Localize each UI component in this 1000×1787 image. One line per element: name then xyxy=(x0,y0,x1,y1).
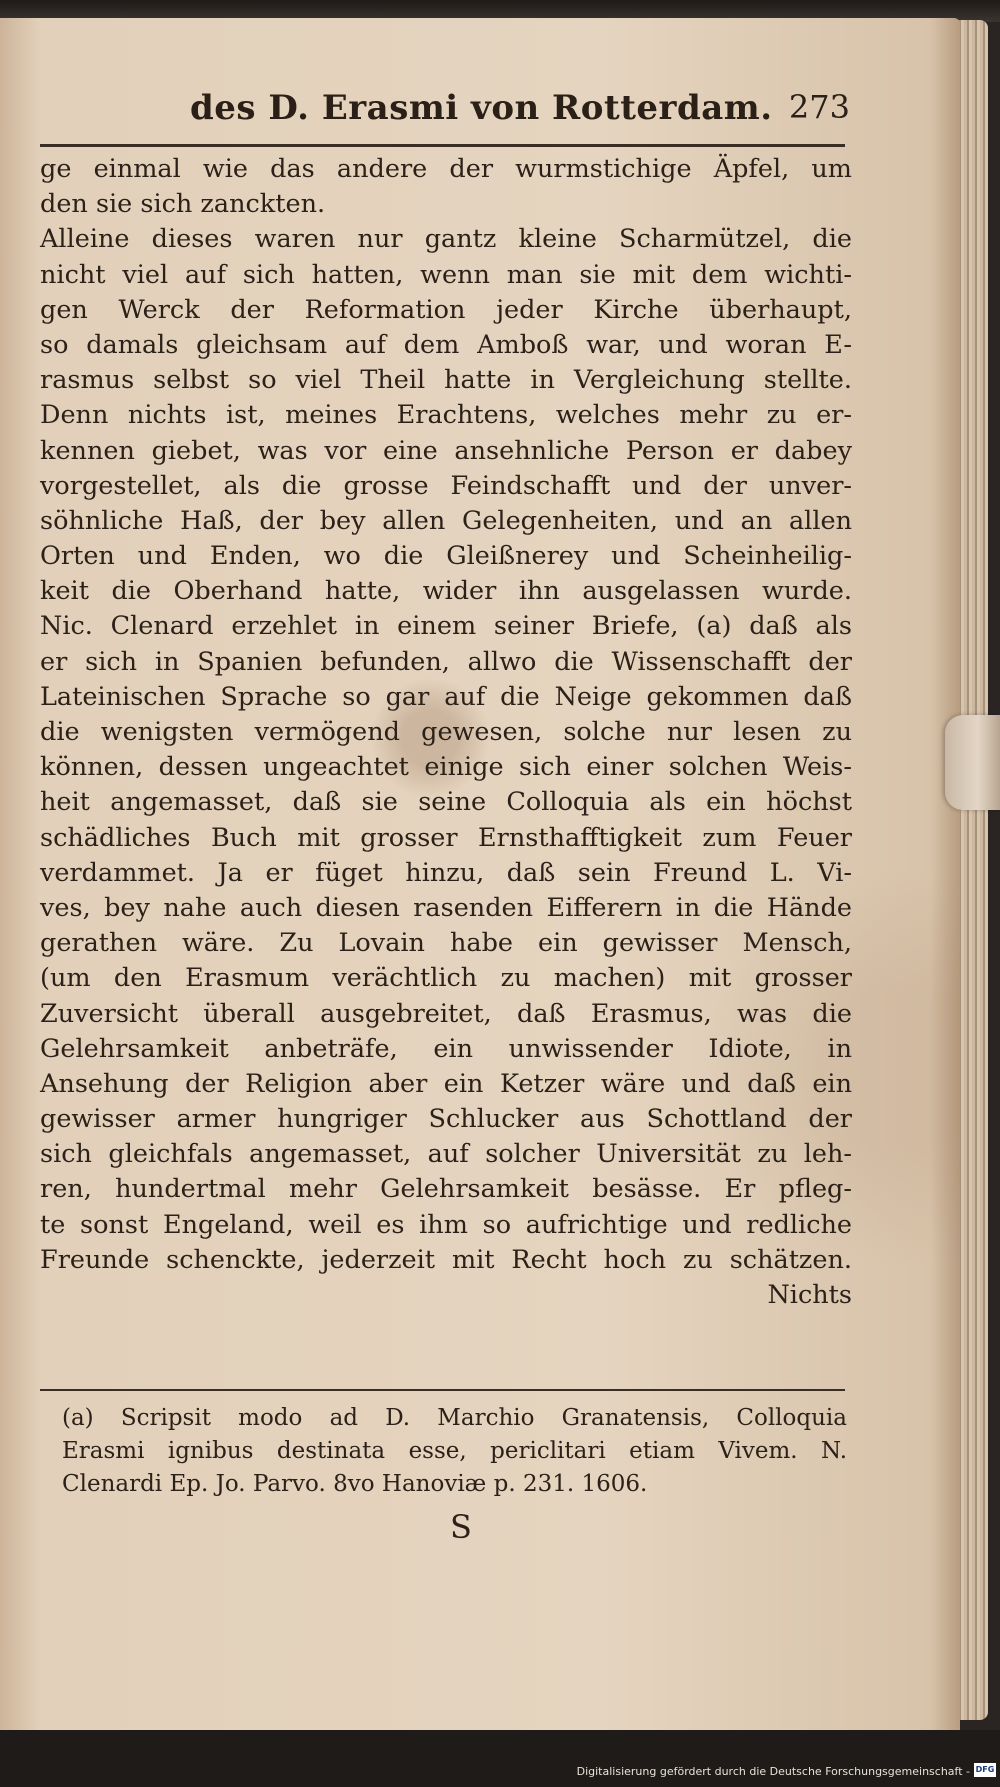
header-rule xyxy=(40,144,845,147)
dfg-logo-icon: DFG xyxy=(974,1763,996,1777)
text-line: Gelehrsamkeit anbeträfe, ein unwissender Idiote, in xyxy=(40,1033,852,1064)
text-line: schädliches Buch mit grosser Ernsthafftigkeit zum Feuer xyxy=(40,822,852,853)
text-line: Nic. Clenard erzehlet in einem seiner Briefe, (a) daß als xyxy=(40,611,852,642)
text-line: Freunde schenckte, jederzeit mit Recht hoch zu schätzen. xyxy=(40,1244,852,1275)
signature-mark: S xyxy=(450,1508,472,1546)
text-line: söhnliche Haß, der bey allen Gelegenheiten, und an allen xyxy=(40,505,852,536)
footnote xyxy=(62,1402,847,1501)
text-line: sich gleichfals angemasset, auf solcher Universität zu leh- xyxy=(40,1139,852,1170)
catchword: Nichts xyxy=(767,1280,852,1310)
page-number: 273 xyxy=(788,88,850,126)
text-line: keit die Oberhand hatte, wider ihn ausgelassen wurde. xyxy=(40,576,852,607)
text-line: nicht viel auf sich hatten, wenn man sie mit dem wichti- xyxy=(40,259,852,290)
text-line: können, dessen ungeachtet einige sich einer solchen Weis- xyxy=(40,752,852,783)
text-line: Denn nichts ist, meines Erachtens, welches mehr zu er- xyxy=(40,400,852,431)
text-line: gewisser armer hungriger Schlucker aus Schottland der xyxy=(40,1104,852,1135)
text-line: ves, bey nahe auch diesen rasenden Eifferern in die Hände xyxy=(40,892,852,923)
text-line: die wenigsten vermögend gewesen, solche nur lesen zu xyxy=(40,717,852,747)
footnote-line: (a) Scripsit modo ad D. Marchio Granatensis, Colloquia xyxy=(62,1405,847,1431)
text-line: (um den Erasmum verächtlich zu machen) mit grosser xyxy=(40,963,852,994)
digitization-credit: Digitalisierung gefördert durch die Deutsche Forschungsgemeinschaft - xyxy=(576,1765,970,1778)
text-line: rasmus selbst so viel Theil hatte in Vergleichung stellte. xyxy=(40,365,852,396)
text-line: te sonst Engeland, weil es ihm so aufrichtige und redliche xyxy=(40,1209,852,1240)
text-line: kennen giebet, was vor eine ansehnliche Person er dabey xyxy=(40,435,852,466)
text-line: gerathen wäre. Zu Lovain habe ein gewisser Mensch, xyxy=(40,928,852,959)
text-line: gen Werck der Reformation jeder Kirche überhaupt, xyxy=(40,294,852,325)
text-line: so damals gleichsam auf dem Amboß war, und woran E- xyxy=(40,329,852,360)
text-line: er sich in Spanien befunden, allwo die Wissenschafft der xyxy=(40,646,852,677)
main-text xyxy=(40,152,852,1313)
footnote-rule xyxy=(40,1389,845,1391)
text-line: Zuversicht überall ausgebreitet, daß Erasmus, was die xyxy=(40,998,852,1029)
text-line: Lateinischen Sprache so gar auf die Neige gekommen daß xyxy=(40,681,852,712)
page-header xyxy=(40,88,850,140)
text-line: ren, hundertmal mehr Gelehrsamkeit besässe. Er pfleg- xyxy=(40,1174,852,1205)
text-line: Ansehung der Religion aber ein Ketzer wäre und daß ein xyxy=(40,1068,852,1099)
text-line: den sie sich zanckten. xyxy=(40,189,326,220)
running-head: des D. Erasmi von Rotterdam. xyxy=(190,88,773,128)
text-line: verdammet. Ja er füget hinzu, daß sein Freund L. Vi- xyxy=(40,857,852,888)
footnote-line: Erasmi ignibus destinata esse, periclitari etiam Vivem. N. xyxy=(62,1438,847,1464)
text-line: ge einmal wie das andere der wurmstichige Äpfel, um xyxy=(40,154,852,184)
scan-bottom-edge xyxy=(0,1730,1000,1787)
text-line: vorgestellet, als die grosse Feindschafft und der unver- xyxy=(40,470,852,501)
book-clasp xyxy=(945,715,1000,810)
text-line: Orten und Enden, wo die Gleißnerey und Scheinheilig- xyxy=(40,541,852,572)
text-line: Alleine dieses waren nur gantz kleine Scharmützel, die xyxy=(40,224,852,255)
text-line: heit angemasset, daß sie seine Colloquia als ein höchst xyxy=(40,787,852,818)
footnote-line: Clenardi Ep. Jo. Parvo. 8vo Hanoviæ p. 231. 1606. xyxy=(62,1471,648,1497)
